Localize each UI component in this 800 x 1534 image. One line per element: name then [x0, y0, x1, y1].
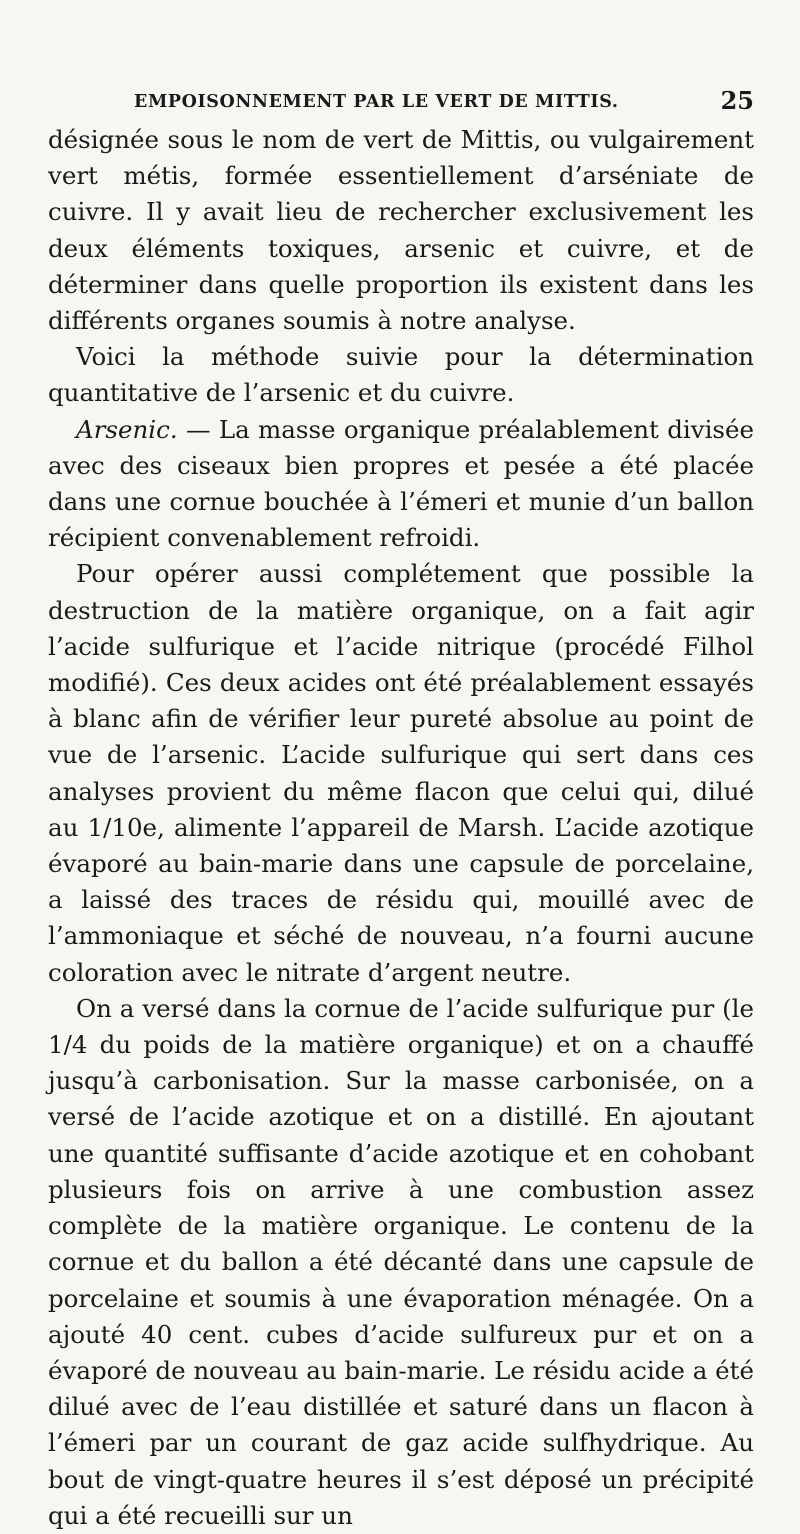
paragraph-text: — La masse organique préalablement divisée avec des ciseaux bien propres et pesée a été placée dans une cornue bouchée à l’émeri et munie d’un ballon récipient convenablement refroidi. — [48, 414, 754, 553]
paragraph: Voici la méthode suivie pour la détermination quantitative de l’arsenic et du cuivre. — [48, 342, 754, 408]
section-heading-arsenic: Arsenic. — [76, 414, 178, 444]
page-header — [48, 82, 754, 122]
running-head: EMPOISONNEMENT PAR LE VERT DE MITTIS. — [134, 92, 619, 112]
document-page — [48, 82, 754, 1534]
paragraph: désignée sous le nom de vert de Mittis, ou vulgairement vert métis, formée essentiellement d’arséniate de cuivre. Il y avait lieu de rechercher exclusivement les deux éléments toxiques, arsenic et cuivre, et de déterminer dans quelle proportion ils existent dans les différents organes soumis à notre analyse. — [48, 125, 754, 336]
paragraph-arsenic — [48, 412, 754, 557]
paragraph: On a versé dans la cornue de l’acide sulfurique pur (le 1/4 du poids de la matière organique) et on a chauffé jusqu’à carbonisation. Sur la masse carbonisée, on a versé de l’acide azotique et on a distillé. En ajoutant une quantité suffisante d’acide azotique et en cohobant plusieurs fois on arrive à une combustion assez complète de la matière organique. Le contenu de la cornue et du ballon a été décanté dans une capsule de porcelaine et soumis à une évaporation ménagée. On a ajouté 40 cent. cubes d’acide sulfureux pur et on a évaporé de nouveau au bain-marie. Le résidu acide a été dilué avec de l’eau distillée et saturé dans un flacon à l’émeri par un courant de gaz acide sulfhydrique. Au bout de vingt-quatre heures il s’est déposé un précipité qui a été recueilli sur un — [48, 993, 754, 1530]
body-text — [48, 122, 754, 1534]
page-number: 25 — [720, 86, 754, 115]
paragraph: Pour opérer aussi complétement que possible la destruction de la matière organique, on a fait agir l’acide sulfurique et l’acide nitrique (procédé Filhol modifié). Ces deux acides ont été préalablement essayés à blanc afin de vérifier leur pureté absolue au point de vue de l’arsenic. L’acide sulfurique qui sert dans ces analyses provient du même flacon que celui qui, dilué au 1/10e, alimente l’appareil de Marsh. L’acide azotique évaporé au bain-marie dans une capsule de porcelaine, a laissé des traces de résidu qui, mouillé avec de l’ammoniaque et séché de nouveau, n’a fourni aucune coloration avec le nitrate d’argent neutre. — [48, 559, 754, 987]
